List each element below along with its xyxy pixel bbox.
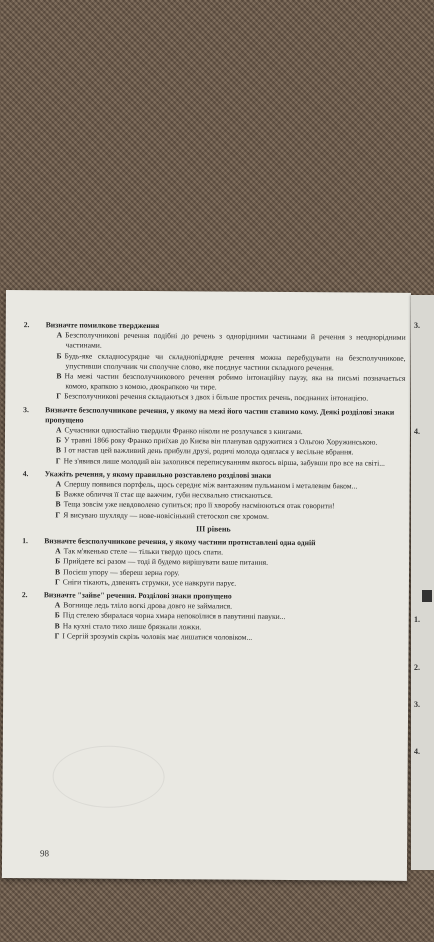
black-marker bbox=[422, 590, 432, 602]
option bbox=[23, 392, 405, 405]
option-text: Безсполучникові речення подібні до речень з однорідними частинами й речення з неоднорідними частинами. bbox=[65, 330, 406, 351]
option-letter: Г bbox=[55, 455, 61, 466]
side-number: 1. bbox=[414, 615, 420, 624]
option-letter: А bbox=[54, 600, 61, 610]
question-title: Визначте безсполучникове речення, у якому частини протиставлені одна одній bbox=[44, 536, 316, 548]
option bbox=[23, 456, 405, 469]
option-text: Сніги тікають, дзвенять струмки, усе навкруги парує. bbox=[62, 577, 237, 588]
option-text: Під стелею збиралася чорна хмара непокоїлися в павутинні павуки... bbox=[62, 610, 286, 622]
option bbox=[22, 631, 404, 644]
option-letter: А bbox=[55, 546, 61, 556]
option-text: І от настав цей важливий день прибули друзі, родичі молода одяглася у весільне вбрання. bbox=[63, 445, 354, 457]
option-letter: Г bbox=[54, 631, 60, 641]
option-text: На межі частин безсполучникового речення робимо інтонаційну паузу, яка на письмі позначається комою, крапкою з комою, двокрапкою чи тире. bbox=[64, 371, 406, 392]
option-text: Безсполучникові речення складаються з двох і більше простих речень, поєднаних інтонацією. bbox=[64, 391, 369, 403]
option-text: Вогнище ледь тліло вогкі дрова довго не займалися. bbox=[63, 600, 233, 611]
side-number: 3. bbox=[414, 700, 420, 709]
option-letter: Г bbox=[56, 391, 62, 401]
option-letter: Б bbox=[56, 350, 62, 360]
option-letter: Б bbox=[55, 489, 61, 499]
option-text: Прийдете всі разом — тоді й будемо вирішувати ваше питання. bbox=[63, 556, 269, 568]
option bbox=[23, 351, 405, 374]
side-number: 4. bbox=[414, 747, 420, 756]
option-letter: Б bbox=[55, 556, 61, 566]
option-letter: А bbox=[55, 425, 62, 435]
question-number: 2. bbox=[23, 320, 30, 330]
option-text: І Сергій зрозумів скрізь чоловік має лишатися чоловіком... bbox=[62, 631, 253, 642]
option bbox=[23, 371, 405, 394]
option-text: Важке обличчя її стає ще важчим, губи несхвально стискаються. bbox=[63, 489, 273, 501]
option-text: У травні 1866 року Франко приїхав до Києва він планував одружитися з Ольгою Хоружинською. bbox=[63, 435, 378, 447]
option-text: Так м'якенько стеле — тільки твердо щось спати. bbox=[63, 546, 224, 557]
level3-question-2 bbox=[22, 590, 404, 644]
option-letter: В bbox=[55, 445, 61, 455]
option-text: Не з'явився лише молодий він захопився переписуванням якогось вірша, забувши про все на світі... bbox=[63, 456, 385, 468]
option-text: Будь-яке складносурядне чи складнопідрядне речення можна перебудувати на безсполучникове, упустивши сполучник чи сполучне слово, яке поєднує частини складного речення. bbox=[64, 351, 406, 373]
option-letter: Г bbox=[54, 577, 60, 587]
side-number: 3. bbox=[414, 321, 420, 330]
adjacent-page-edge bbox=[411, 295, 434, 870]
question-title: Визначте безсполучникове речення, у якому на межі його частин ставимо кому. Деякі розділові знаки пропущено bbox=[45, 404, 395, 425]
option-letter: В bbox=[55, 499, 61, 509]
question-number: 4. bbox=[22, 468, 29, 479]
question-number: 3. bbox=[23, 404, 29, 414]
option-letter: А bbox=[55, 479, 62, 489]
question-2 bbox=[23, 320, 406, 404]
side-number: 4. bbox=[414, 427, 420, 436]
option-text: Сучасники одностайно твердили Франко ніколи не розлучався з книгами. bbox=[64, 425, 303, 437]
question-3 bbox=[23, 405, 405, 469]
option-letter: Б bbox=[54, 610, 60, 620]
option-text: Теща зовсім уже невдоволено супиться; про її хворобу насміюються отак говорити! bbox=[63, 499, 335, 511]
option-letter: В bbox=[55, 567, 61, 577]
faint-stamp bbox=[52, 745, 164, 808]
page-content bbox=[22, 320, 406, 647]
question-number: 1. bbox=[22, 536, 28, 546]
level3-question-1 bbox=[22, 536, 404, 590]
option-letter: В bbox=[56, 371, 62, 381]
textbook-page bbox=[2, 290, 411, 881]
option-text: На кухні стало тихо лише брязкали ложки. bbox=[62, 621, 202, 632]
side-number: 2. bbox=[414, 663, 420, 672]
question-4 bbox=[22, 469, 404, 523]
option-text: Посієш упору — збереш зерна гору. bbox=[63, 567, 180, 577]
option-letter: Г bbox=[55, 510, 61, 520]
option bbox=[24, 330, 406, 353]
question-title: Укажіть речення, у якому правильно розставлено розділові знаки bbox=[44, 469, 272, 480]
question-title: Визначте помилкове твердження bbox=[45, 320, 160, 331]
option-text: Спершу появився портфель, щось середнє між вантажним пульманом і металевим баком... bbox=[64, 479, 358, 491]
option bbox=[22, 510, 404, 523]
option-letter: Б bbox=[55, 435, 62, 445]
question-title: Визначте "зайве" речення. Розділові знаки пропущено bbox=[43, 590, 232, 601]
page-number: 98 bbox=[40, 848, 50, 859]
level-heading: ІІІ рівень bbox=[195, 524, 231, 534]
question-number: 2. bbox=[21, 590, 28, 600]
option-text: Я висуваю шухляду — нове-новісінький стетоскоп сяє хромом. bbox=[63, 510, 269, 521]
option-letter: В bbox=[54, 621, 60, 631]
option-letter: А bbox=[56, 330, 63, 340]
option bbox=[22, 577, 404, 590]
